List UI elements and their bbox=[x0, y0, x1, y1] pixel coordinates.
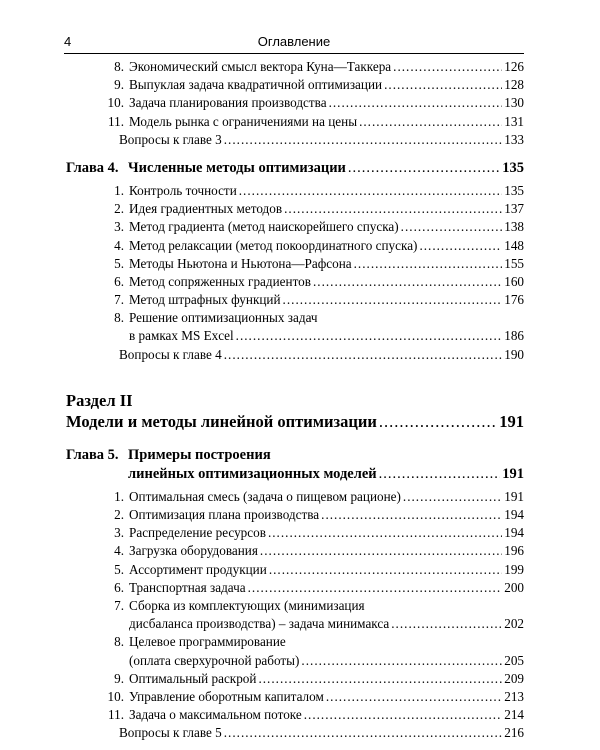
toc-entry[interactable]: 5. Методы Ньютона и Ньютона—Рафсона ..... 155 bbox=[66, 255, 524, 273]
toc-entry[interactable]: 5. Ассортимент продукции ..... 199 bbox=[66, 561, 524, 579]
toc-questions[interactable]: Вопросы к главе 4 ..... 190 bbox=[66, 346, 524, 364]
table-of-contents bbox=[66, 58, 524, 742]
toc-entry[interactable]: 10. Задача планирования производства ..... 130 bbox=[66, 94, 524, 112]
toc-entry[interactable]: 9. Оптимальный раскрой ..... 209 bbox=[66, 670, 524, 688]
toc-entry[interactable]: 8. Экономический смысл вектора Куна—Таккера ..... 126 bbox=[66, 58, 524, 76]
toc-entry[interactable]: 4. Загрузка оборудования ..... 196 bbox=[66, 542, 524, 560]
toc-entry[interactable]: 6. Транспортная задача ..... 200 bbox=[66, 579, 524, 597]
chapter-5-heading[interactable]: Глава 5. Примеры построения линейных оптимизационных моделей ..... 191 bbox=[66, 446, 524, 484]
toc-entry[interactable]: 10. Управление оборотным капиталом ..... 213 bbox=[66, 688, 524, 706]
chapter-4-heading[interactable]: Глава 4. Численные методы оптимизации ..... 135 bbox=[66, 159, 524, 178]
toc-entry[interactable]: 6. Метод сопряженных градиентов ..... 160 bbox=[66, 273, 524, 291]
toc-questions[interactable]: Вопросы к главе 3 ..... 133 bbox=[66, 131, 524, 149]
toc-entry[interactable]: 1. Оптимальная смесь (задача о пищевом рационе) ..... 191 bbox=[66, 488, 524, 506]
toc-entry[interactable]: 7. Сборка из комплектующих (минимизация дисбаланса производства) – задача минимакса ..... 202 bbox=[66, 597, 524, 633]
toc-entry[interactable]: 8. Целевое программирование (оплата сверхурочной работы) ..... 205 bbox=[66, 633, 524, 669]
toc-entry[interactable]: 8. Решение оптимизационных задач в рамках MS Excel ..... 186 bbox=[66, 309, 524, 345]
toc-entry[interactable]: 3. Метод градиента (метод наискорейшего спуска) ..... 138 bbox=[66, 218, 524, 236]
toc-entry[interactable]: 2. Идея градиентных методов ..... 137 bbox=[66, 200, 524, 218]
toc-entry[interactable]: 1. Контроль точности ..... 135 bbox=[66, 182, 524, 200]
section-2-heading[interactable]: Раздел II Модели и методы линейной оптимизации ..... 191 bbox=[66, 390, 524, 432]
toc-entry[interactable]: 7. Метод штрафных функций ..... 176 bbox=[66, 291, 524, 309]
toc-entry[interactable]: 11. Задача о максимальном потоке ..... 214 bbox=[66, 706, 524, 724]
page-number: 4 bbox=[64, 34, 72, 49]
toc-entry[interactable]: 2. Оптимизация плана производства ..... 194 bbox=[66, 506, 524, 524]
toc-entry[interactable]: 4. Метод релаксации (метод покоординатного спуска) ..... 148 bbox=[66, 237, 524, 255]
toc-entry[interactable]: 3. Распределение ресурсов ..... 194 bbox=[66, 524, 524, 542]
running-header bbox=[64, 33, 524, 54]
toc-questions[interactable]: Вопросы к главе 5 ..... 216 bbox=[66, 724, 524, 742]
toc-entry[interactable]: 9. Выпуклая задача квадратичной оптимизации ..... 128 bbox=[66, 76, 524, 94]
toc-entry[interactable]: 11. Модель рынка с ограничениями на цены ..... 131 bbox=[66, 113, 524, 131]
running-title: Оглавление bbox=[257, 34, 331, 49]
